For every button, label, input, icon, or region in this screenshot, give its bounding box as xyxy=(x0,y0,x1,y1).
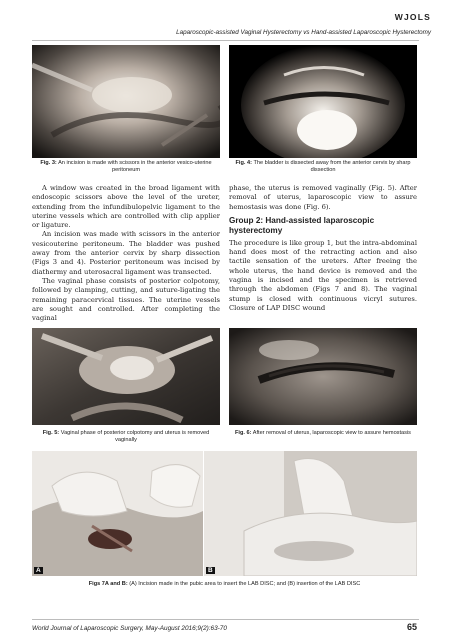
figure-3-label: Fig. 3: xyxy=(40,160,57,166)
body-column-right xyxy=(229,184,417,313)
figure-4-caption xyxy=(229,160,417,174)
figure-5-text: Vaginal phase of posterior colpotomy and uterus is removed vaginally xyxy=(60,430,210,444)
figure-7-text: (A) Incision made in the pubic area to insert the LAB DISC; and (B) insertion of the LAB DISC xyxy=(129,581,361,587)
body-column-left xyxy=(32,184,220,323)
paragraph: The procedure is like group 1, but the intra-abdominal hand does most of the retracting action and also tactile sensation of the ureters. After freeing the whole uterus, the hand device is removed and the vagina is incised and the specimen is retrieved through the abdomen (Figs 7 and 8). The vaginal stump is closed with continuous vicryl sutures. Closure of LAP DISC wound xyxy=(229,238,417,312)
header-rule xyxy=(32,40,419,41)
figure-6-caption xyxy=(229,430,417,437)
paragraph: A window was created in the broad ligament with endoscopic scissors above the level of the ureter, extending from the infundibulopelvic ligament to the uterine vessels which are controlled with clip applier or ligature. xyxy=(32,184,220,230)
figure-3-text: An incision is made with scissors in the anterior vesico-uterine peritoneum xyxy=(58,160,212,174)
figure-5-caption xyxy=(32,430,220,444)
figure-7-panel-b-label: B xyxy=(208,567,213,574)
page-number: 65 xyxy=(406,622,417,632)
paragraph: An incision was made with scissors in the anterior vesicouterine peritoneum. The bladder was pushed away from the anterior cervix by sharp dissection (Figs 3 and 4). Posterior peritoneum was incised by diathermy and uterosacral ligament was transected. xyxy=(32,230,220,276)
figure-6-label: Fig. 6: xyxy=(235,430,252,436)
section-heading: Group 2: Hand-assisted laparoscopic hysterectomy xyxy=(229,215,375,235)
journal-abbreviation: WJOLS xyxy=(394,12,431,22)
figure-7b-image xyxy=(204,451,417,576)
figure-5-image xyxy=(32,328,220,425)
figure-7-panel-a-label: A xyxy=(36,567,41,574)
figure-6-text: After removal of uterus, laparoscopic view to assure hemostasis xyxy=(252,430,411,436)
figure-6-image xyxy=(229,328,417,425)
figure-3-caption xyxy=(32,160,220,174)
figure-7-label: Figs 7A and B: xyxy=(88,581,128,587)
paragraph: The vaginal phase consists of posterior colpotomy, followed by clamping, cutting, and suture-ligating the remaining paracervical tissues. The uterine vessels are sought and controlled. After completing the vaginal xyxy=(32,276,220,323)
footer-rule xyxy=(32,619,419,620)
figure-5-label: Fig. 5: xyxy=(42,430,60,436)
figure-4-image xyxy=(229,45,417,158)
figure-4-label: Fig. 4: xyxy=(235,160,252,166)
paragraph: phase, the uterus is removed vaginally (Fig. 5). After removal of uterus, laparoscopic view to assure hemostasis was done (Fig. 6). xyxy=(229,184,417,211)
figure-7a-image xyxy=(32,451,203,576)
figure-7-caption xyxy=(32,581,417,588)
footer-journal-citation: World Journal of Laparoscopic Surgery, May-August 2016;9(2):63-70 xyxy=(32,625,227,632)
figure-3-image xyxy=(32,45,220,158)
figure-4-text: The bladder is dissected away from the anterior cervix by sharp dissection xyxy=(253,160,411,174)
running-title: Laparoscopic-assisted Vaginal Hysterectomy vs Hand-assisted Laparoscopic Hysterectomy xyxy=(176,29,431,36)
